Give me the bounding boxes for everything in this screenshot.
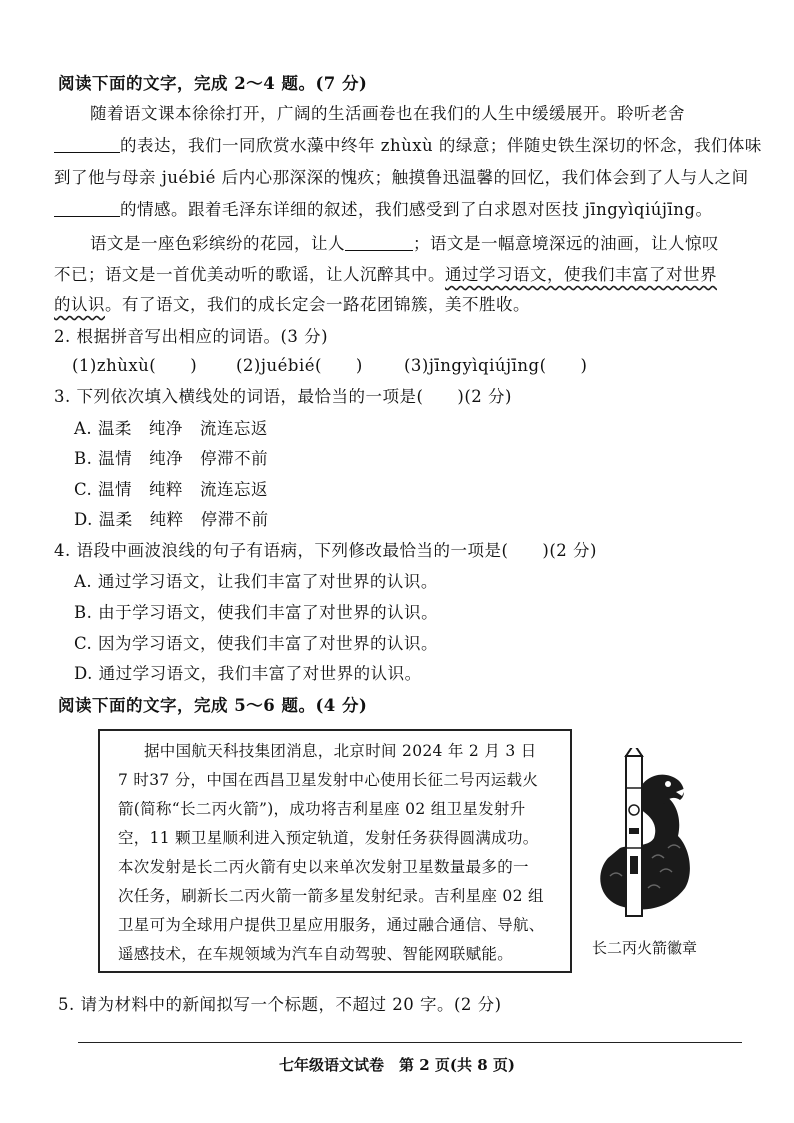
q4-option-d: D. 通过学习语文，我们丰富了对世界的认识。 (74, 664, 422, 683)
news-line: 本次发射是长二丙火箭有史以来单次发射卫星数量最多的一 (118, 858, 529, 876)
footer-divider (78, 1042, 742, 1043)
q2-option: (3)jīngyìqiújīng( ) (404, 356, 588, 375)
wavy-underlined-sentence: 通过学习语文，使我们丰富了对世界 (445, 265, 717, 284)
q3-option-d: D. 温柔 纯粹 停滞不前 (74, 510, 269, 529)
q2-option: (2)juébié( ) (236, 356, 363, 375)
rocket-dragon-badge-image (590, 748, 695, 923)
q4-option-c: C. 因为学习语文，使我们丰富了对世界的认识。 (74, 634, 439, 653)
q2-option: (1)zhùxù( ) (72, 356, 198, 375)
news-material-box (98, 729, 572, 973)
passage-line: 的表达，我们一同欣赏水藻中终年 zhùxù 的绿意；伴随史铁生深切的怀念，我们体味 (54, 135, 762, 157)
fill-blank (54, 200, 120, 217)
section2-heading: 阅读下面的文字，完成 5～6 题。(4 分) (58, 696, 368, 715)
q4-stem: 4. 语段中画波浪线的句子有语病，下列修改最恰当的一项是( )(2 分) (54, 541, 597, 560)
passage-line: 的情感。跟着毛泽东详细的叙述，我们感受到了白求恩对医技 jīngyìqiújīng。 (54, 199, 712, 221)
wavy-underlined-sentence-end: 的认识 (54, 295, 105, 314)
passage-line: 随着语文课本徐徐打开，广阔的生活画卷也在我们的人生中缓缓展开。聆听老舍 (90, 104, 685, 123)
badge-caption: 长二丙火箭徽章 (592, 939, 698, 957)
fill-blank (54, 136, 120, 153)
news-line: 据中国航天科技集团消息，北京时间 2024 年 2 月 3 日 (144, 742, 537, 760)
q3-stem: 3. 下列依次填入横线处的词语，最恰当的一项是( )(2 分) (54, 387, 512, 406)
passage-line: 到了他与母亲 juébié 后内心那深深的愧疚；触摸鲁迅温馨的回忆，我们体会到了人与人之间 (54, 168, 749, 187)
q3-option-a: A. 温柔 纯净 流连忘返 (74, 419, 268, 438)
q2-stem: 2. 根据拼音写出相应的词语。(3 分) (54, 327, 329, 346)
news-line: 空，11 颗卫星顺利进入预定轨道，发射任务获得圆满成功。 (118, 829, 539, 847)
passage-line: 的认识。有了语文，我们的成长定会一路花团锦簇，美不胜收。 (54, 295, 530, 314)
news-line: 次任务，刷新长二丙火箭一箭多星发射纪录。吉利星座 02 组 (118, 887, 544, 905)
q4-option-b: B. 由于学习语文，使我们丰富了对世界的认识。 (74, 603, 439, 622)
news-line: 遥感技术，在车规领域为汽车自动驾驶、智能网联赋能。 (118, 945, 514, 963)
passage-line: 语文是一座色彩缤纷的花园，让人 ；语文是一幅意境深远的油画，让人惊叹 (90, 234, 719, 253)
section1-heading: 阅读下面的文字，完成 2～4 题。(7 分) (58, 74, 368, 93)
passage-line: 不已；语文是一首优美动听的歌谣，让人沉醉其中。通过学习语文，使我们丰富了对世界 (54, 265, 717, 284)
news-line: 卫星可为全球用户提供卫星应用服务，通过融合通信、导航、 (118, 916, 545, 934)
page-footer: 七年级语文试卷 第 2 页(共 8 页) (279, 1056, 515, 1074)
news-line: 7 时37 分，中国在西昌卫星发射中心使用长征二号丙运载火 (118, 771, 539, 789)
q3-option-c: C. 温情 纯粹 流连忘返 (74, 480, 269, 499)
news-line: 箭(简称“长二丙火箭”)，成功将吉利星座 02 组卫星发射升 (118, 800, 526, 818)
q4-option-a: A. 通过学习语文，让我们丰富了对世界的认识。 (74, 572, 438, 591)
fill-blank (345, 234, 413, 251)
q3-option-b: B. 温情 纯净 停滞不前 (74, 449, 269, 468)
q5-stem: 5. 请为材料中的新闻拟写一个标题，不超过 20 字。(2 分) (58, 995, 502, 1014)
